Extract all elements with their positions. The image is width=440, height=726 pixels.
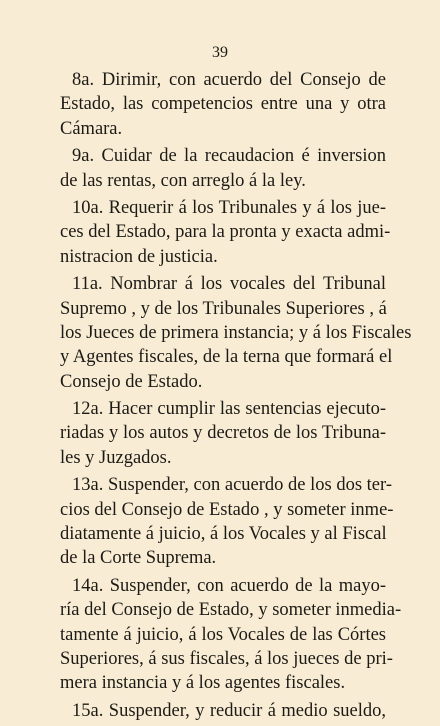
text-line: 9a. Cuidar de la recaudacion é inversion <box>72 146 386 167</box>
page-number: 39 <box>212 44 228 61</box>
text-line: 11a. Nombrar á los vocales del Tribunal <box>72 274 386 295</box>
text-line: les y Juzgados. <box>60 447 172 468</box>
text-line: Superiores, á sus fiscales, á los jueces de pri- <box>60 648 393 669</box>
text-line: nistracion de justicia. <box>60 246 218 267</box>
text-line: 12a. Hacer cumplir las sentencias ejecuto- <box>72 399 386 420</box>
text-line: cios del Consejo de Estado , y someter inme- <box>60 499 394 520</box>
paragraph-clause-9a <box>60 144 386 193</box>
text-line: 10a. Requerir á los Tribunales y á los jue- <box>72 197 386 218</box>
text-line: de la Corte Suprema. <box>60 548 217 569</box>
paragraph-clause-14a <box>60 574 402 696</box>
body-text <box>60 68 412 726</box>
text-line: Estado, las competencios entre una y otra <box>60 94 386 115</box>
text-line: los Jueces de primera instancia; y á los Fiscales <box>60 322 412 343</box>
text-line: diatamente á juicio, á los Vocales y al Fiscal <box>60 524 387 545</box>
text-line: riadas y los autos y decretos de los Tribuna- <box>60 423 386 444</box>
text-line: mera instancia y á los agentes fiscales. <box>60 673 346 694</box>
text-line: Consejo de Estado. <box>60 371 203 392</box>
paragraph-clause-13a <box>60 473 394 571</box>
text-line: de las rentas, con arreglo á la ley. <box>60 170 306 191</box>
text-line: 8a. Dirimir, con acuerdo del Consejo de <box>72 70 386 90</box>
paragraph-clause-12a <box>60 397 386 470</box>
paragraph-clause-15a <box>60 699 386 723</box>
text-line: Supremo , y de los Tribunales Superiores , á <box>60 298 387 319</box>
paragraph-clause-10a <box>60 196 391 269</box>
text-line: 13a. Suspender, con acuerdo de los dos ter- <box>72 475 392 496</box>
paragraph-clause-8a <box>60 68 386 141</box>
text-line: ría del Consejo de Estado, y someter inmedia- <box>60 600 402 621</box>
text-line: ces del Estado, para la pronta y exacta admi- <box>60 222 391 243</box>
text-line: tamente á juicio, á los Vocales de las Córtes <box>60 624 386 645</box>
text-line: 15a. Suspender, y reducir á medio sueldo, <box>72 700 386 721</box>
text-line: Cámara. <box>60 118 123 139</box>
paragraph-clause-11a <box>60 272 412 394</box>
text-line: 14a. Suspender, con acuerdo de la mayo- <box>72 575 386 596</box>
text-line: y Agentes fiscales, de la terna que formará el <box>60 347 393 368</box>
